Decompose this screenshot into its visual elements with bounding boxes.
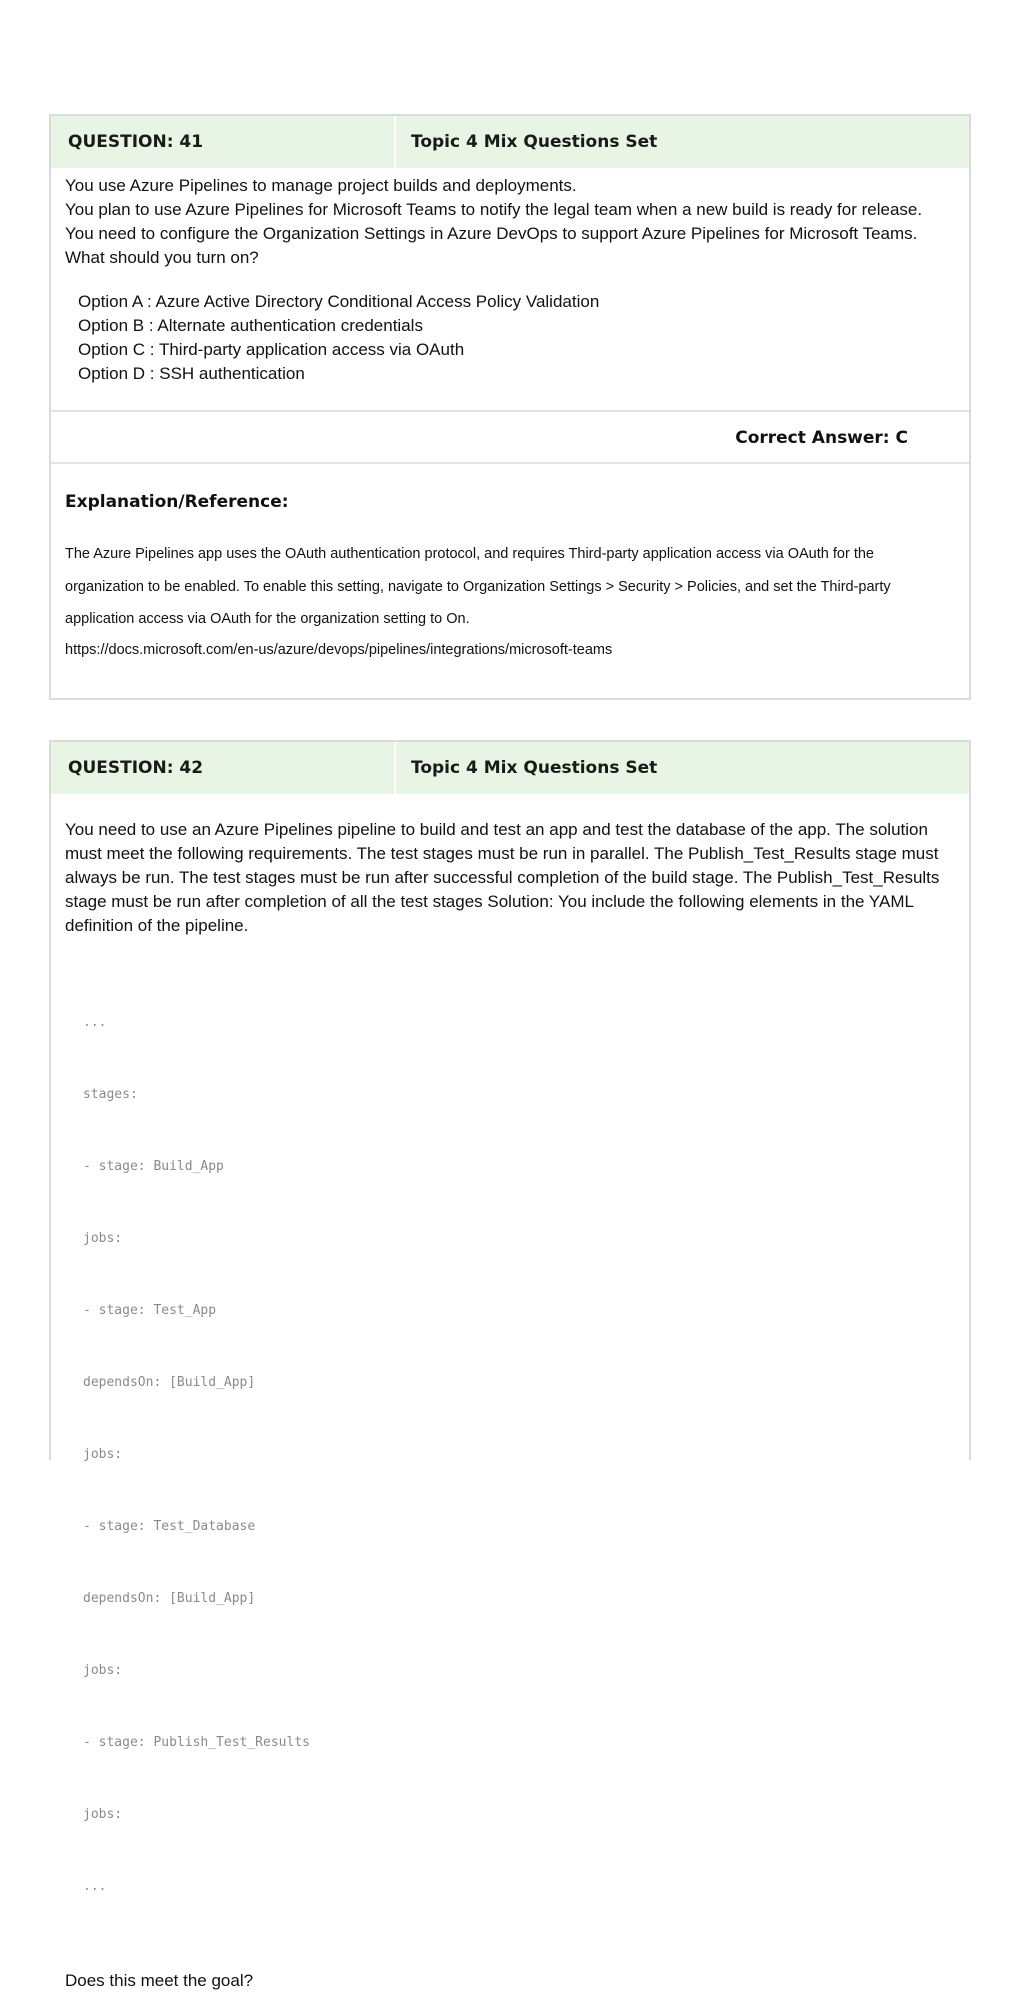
code-line: - stage: Test_Database xyxy=(83,1519,256,1534)
question-header xyxy=(51,742,969,794)
code-line: - stage: Build_App xyxy=(83,1159,224,1174)
question-topic: Topic 4 Mix Questions Set xyxy=(411,132,658,152)
question-text xyxy=(51,168,969,270)
answer-options xyxy=(51,290,969,386)
yaml-code-block xyxy=(83,963,969,1947)
option-c: Option C : Third-party application access via OAuth xyxy=(78,340,465,359)
explanation-section xyxy=(65,492,955,660)
code-line: ... xyxy=(83,1879,107,1894)
followup-question: Does this meet the goal? xyxy=(65,1971,254,1990)
question-card-41 xyxy=(49,114,971,700)
code-line: jobs: xyxy=(83,1231,123,1246)
question-paragraph: You use Azure Pipelines to manage project builds and deployments. xyxy=(65,176,577,195)
code-line: stages: xyxy=(83,1087,138,1102)
code-line: jobs: xyxy=(83,1807,123,1822)
option-d: Option D : SSH authentication xyxy=(78,364,305,383)
option-a: Option A : Azure Active Directory Conditional Access Policy Validation xyxy=(78,292,600,311)
code-line: dependsOn: [Build_App] xyxy=(83,1375,256,1390)
correct-answer: Correct Answer: C xyxy=(735,428,908,448)
question-card-42 xyxy=(49,740,971,1990)
explanation-body: The Azure Pipelines app uses the OAuth authentication protocol, and requires Third-party application access via OAuth for the organization to be enabled. To enable this setting, navigate to Organization Settings > Security > Policies, and set the Third-party application access via OAuth for the organization setting to On. xyxy=(65,546,891,627)
question-text: You need to use an Azure Pipelines pipeline to build and test an app and test the database of the app. The solution must meet the following requirements. The test stages must be run in parallel. The Publish_Test_Results stage must always be run. The test stages must be run after successful completion of the build stage. The Publish_Test_Results stage must be run after completion of all the test stages Solution: You include the following elements in the YAML definition of the pipeline. xyxy=(65,820,940,935)
code-line: ... xyxy=(83,1015,107,1030)
reference-link: https://docs.microsoft.com/en-us/azure/devops/pipelines/integrations/microsoft-teams xyxy=(65,641,613,658)
code-line: jobs: xyxy=(83,1447,123,1462)
divider xyxy=(51,462,969,464)
code-line: jobs: xyxy=(83,1663,123,1678)
code-line: dependsOn: [Build_App] xyxy=(83,1591,256,1606)
option-b: Option B : Alternate authentication credentials xyxy=(78,316,423,335)
question-paragraph: You plan to use Azure Pipelines for Microsoft Teams to notify the legal team when a new build is ready for release. You need to configure the Organization Settings in Azure DevOps to support Azure Pipelines for Microsoft Teams. What should you turn on? xyxy=(65,200,923,267)
question-number: QUESTION: 42 xyxy=(51,742,396,794)
code-line: - stage: Test_App xyxy=(83,1303,217,1318)
question-number: QUESTION: 41 xyxy=(51,116,396,168)
question-topic: Topic 4 Mix Questions Set xyxy=(411,758,658,778)
explanation-title: Explanation/Reference: xyxy=(65,492,289,512)
question-header xyxy=(51,116,969,168)
code-line: - stage: Publish_Test_Results xyxy=(83,1735,310,1750)
